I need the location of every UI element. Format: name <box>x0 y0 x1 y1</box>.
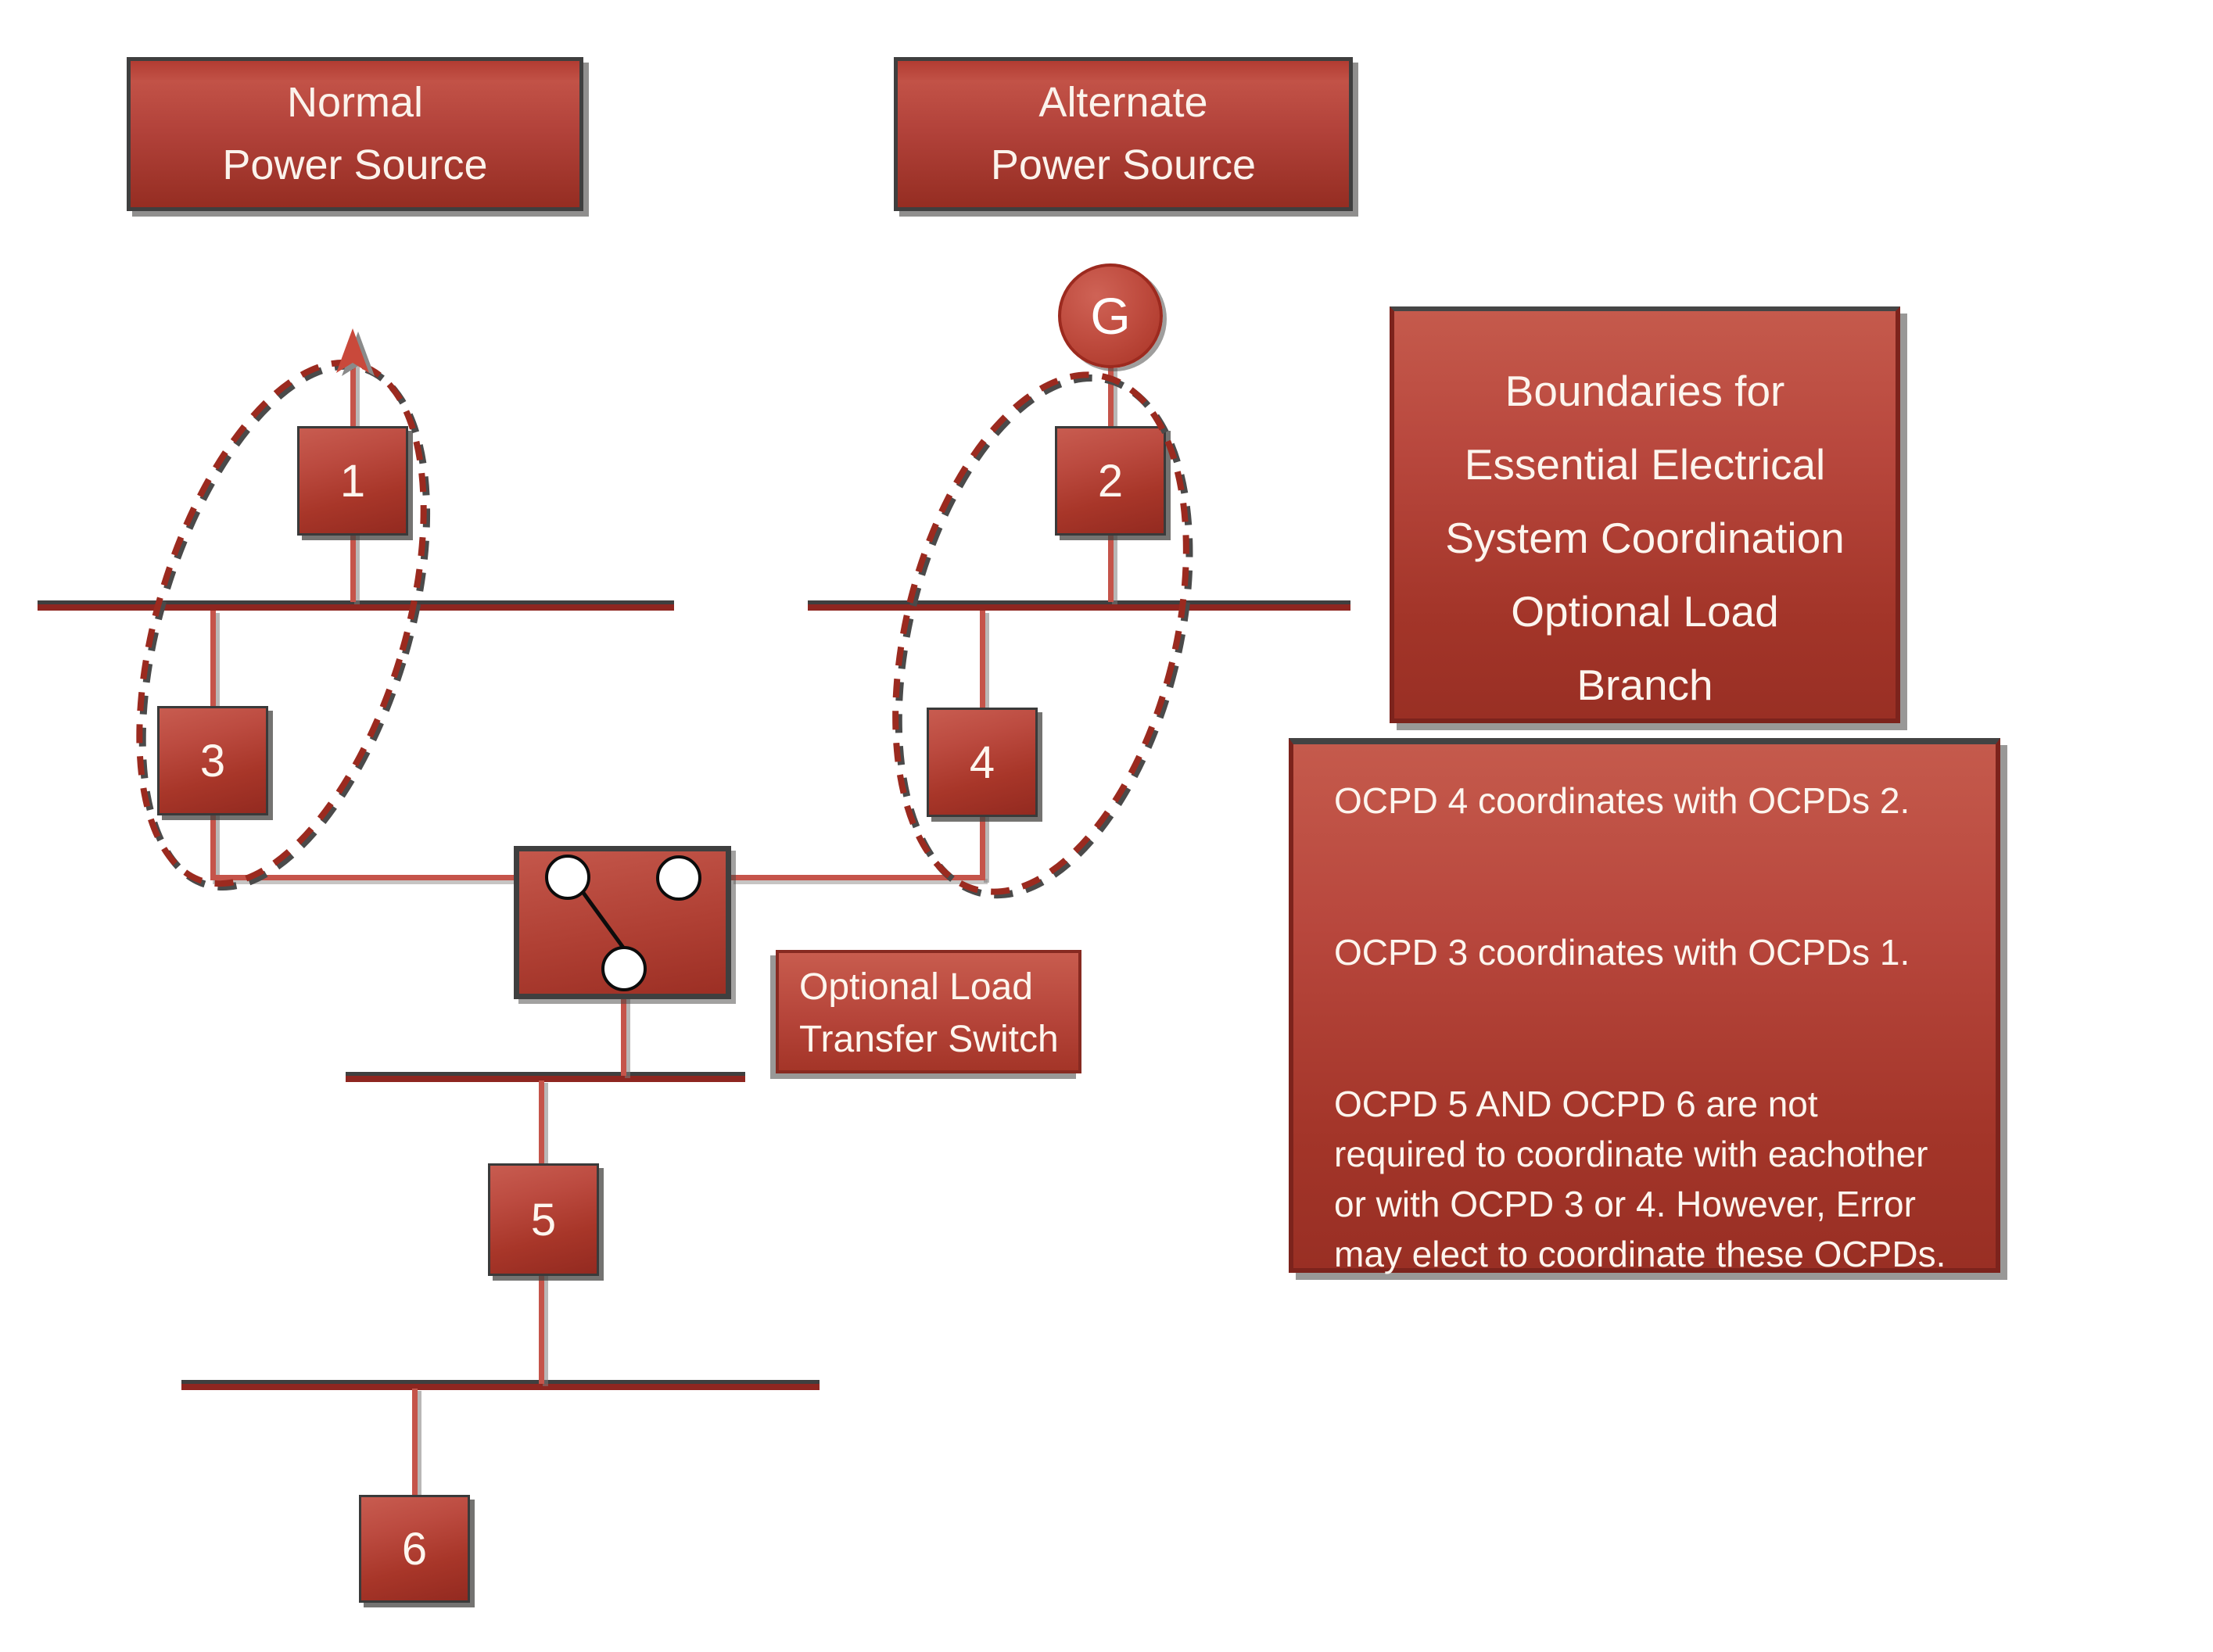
optional-load-transfer-switch-label <box>776 950 1081 1073</box>
legend-title-line: Branch <box>1576 661 1713 709</box>
switch-label-line1: Optional Load <box>799 966 1033 1008</box>
switch-contact-bottom <box>601 946 647 991</box>
legend-note-3: OCPD 5 AND OCPD 6 are not required to coordinate with eachother or with OCPD 3 or 4. However, Error may elect to coordinate these OCPDs. <box>1334 1084 1946 1274</box>
legend-title-line: System Coordination <box>1445 514 1845 562</box>
normal-source-label-line1: Normal <box>286 78 424 126</box>
normal-source-label-line2: Power Source <box>222 141 488 188</box>
ocpd-label-3: 3 <box>199 735 226 787</box>
legend-title-box <box>1390 306 1900 723</box>
legend-title-line: Essential Electrical <box>1464 440 1826 489</box>
ocpd-box-1 <box>297 426 408 536</box>
power-source-box-normal <box>127 57 583 211</box>
generator-label: G <box>1090 287 1131 345</box>
ocpd-box-4 <box>927 708 1038 817</box>
ocpd-label-5: 5 <box>530 1194 557 1245</box>
generator-circle <box>1058 263 1163 368</box>
ocpd-box-5 <box>488 1163 599 1276</box>
power-source-box-alternate <box>894 57 1353 211</box>
connector-switch-drop <box>621 997 626 1076</box>
switch-contact-top-left <box>545 855 590 900</box>
connector-ocpd6-drop <box>412 1389 418 1496</box>
switch-contact-top-right <box>656 855 701 901</box>
legend-notes-box <box>1289 738 2000 1273</box>
ocpd-label-4: 4 <box>969 736 995 788</box>
ocpd-label-1: 1 <box>339 455 366 507</box>
ocpd-box-6 <box>359 1495 470 1603</box>
switch-label-line2: Transfer Switch <box>799 1019 1059 1060</box>
legend-title-line: Optional Load <box>1511 587 1779 636</box>
alternate-source-label-line2: Power Source <box>990 141 1257 188</box>
bus-load-1 <box>346 1072 745 1082</box>
connector-switch-right <box>731 875 985 880</box>
coordination-boundary-ellipse-left <box>84 329 482 921</box>
bus-normal-source <box>38 600 674 611</box>
ocpd-label-2: 2 <box>1097 455 1124 507</box>
alternate-source-label-line1: Alternate <box>1038 78 1208 126</box>
ocpd-label-6: 6 <box>401 1523 428 1575</box>
ocpd-box-3 <box>157 706 268 815</box>
legend-title-line: Boundaries for <box>1505 367 1785 415</box>
bus-alternate-source <box>808 600 1350 611</box>
bus-load-2 <box>181 1380 820 1390</box>
legend-note-1: OCPD 4 coordinates with OCPDs 2. <box>1334 780 1910 821</box>
coordination-boundary-ellipse-right <box>846 344 1238 925</box>
legend-note-2: OCPD 3 coordinates with OCPDs 1. <box>1334 932 1910 973</box>
ocpd-box-2 <box>1055 426 1166 536</box>
connector-switch-left <box>210 875 514 880</box>
